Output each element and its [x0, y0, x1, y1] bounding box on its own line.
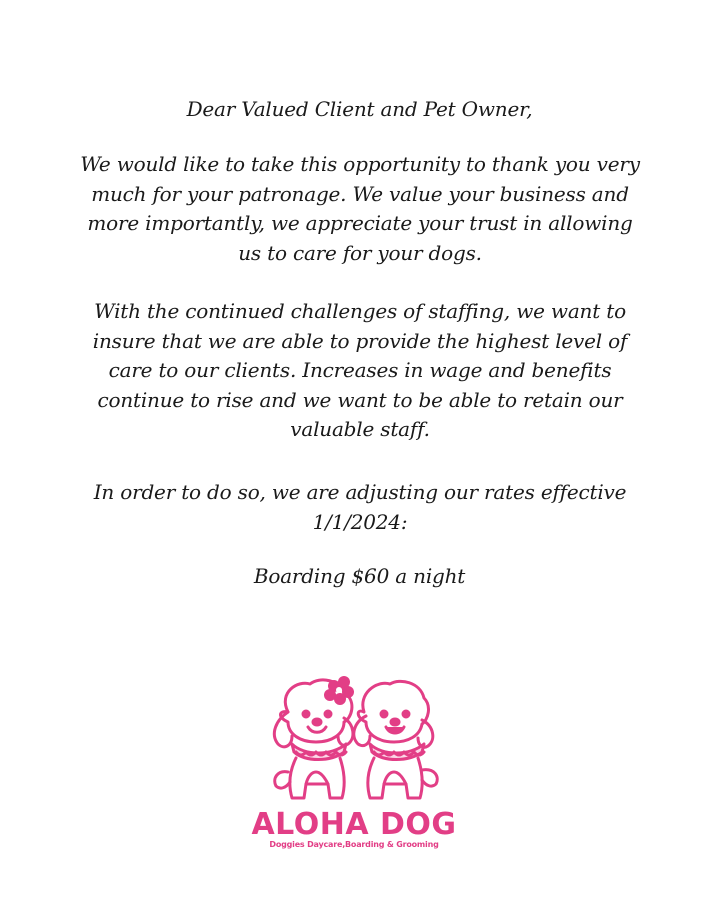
boarding-rate: Boarding $60 a night [253, 564, 466, 588]
paragraph-staffing: With the continued challenges of staffing, we want to insure that we are able to provide the highest level of care to our clients. Increases in wage and benefits continue to rise and we want to be able to retain our valuable staff. [92, 299, 628, 441]
two-dogs-icon [248, 672, 460, 812]
greeting: Dear Valued Client and Pet Owner, [186, 97, 533, 121]
paragraph-thank-you: We would like to take this opportunity to thank you very much for your patronage. We value your business and more importantly, we appreciate your trust in allowing us to care for your dogs. [80, 152, 640, 265]
brand-name: ALOHA DOG [251, 807, 457, 842]
brand-tagline: Doggies Daycare,Boarding & Grooming [269, 840, 439, 849]
paragraph-rate-change: In order to do so, we are adjusting our rates effective 1/1/2024: [93, 480, 627, 534]
aloha-dog-logo [248, 672, 460, 862]
